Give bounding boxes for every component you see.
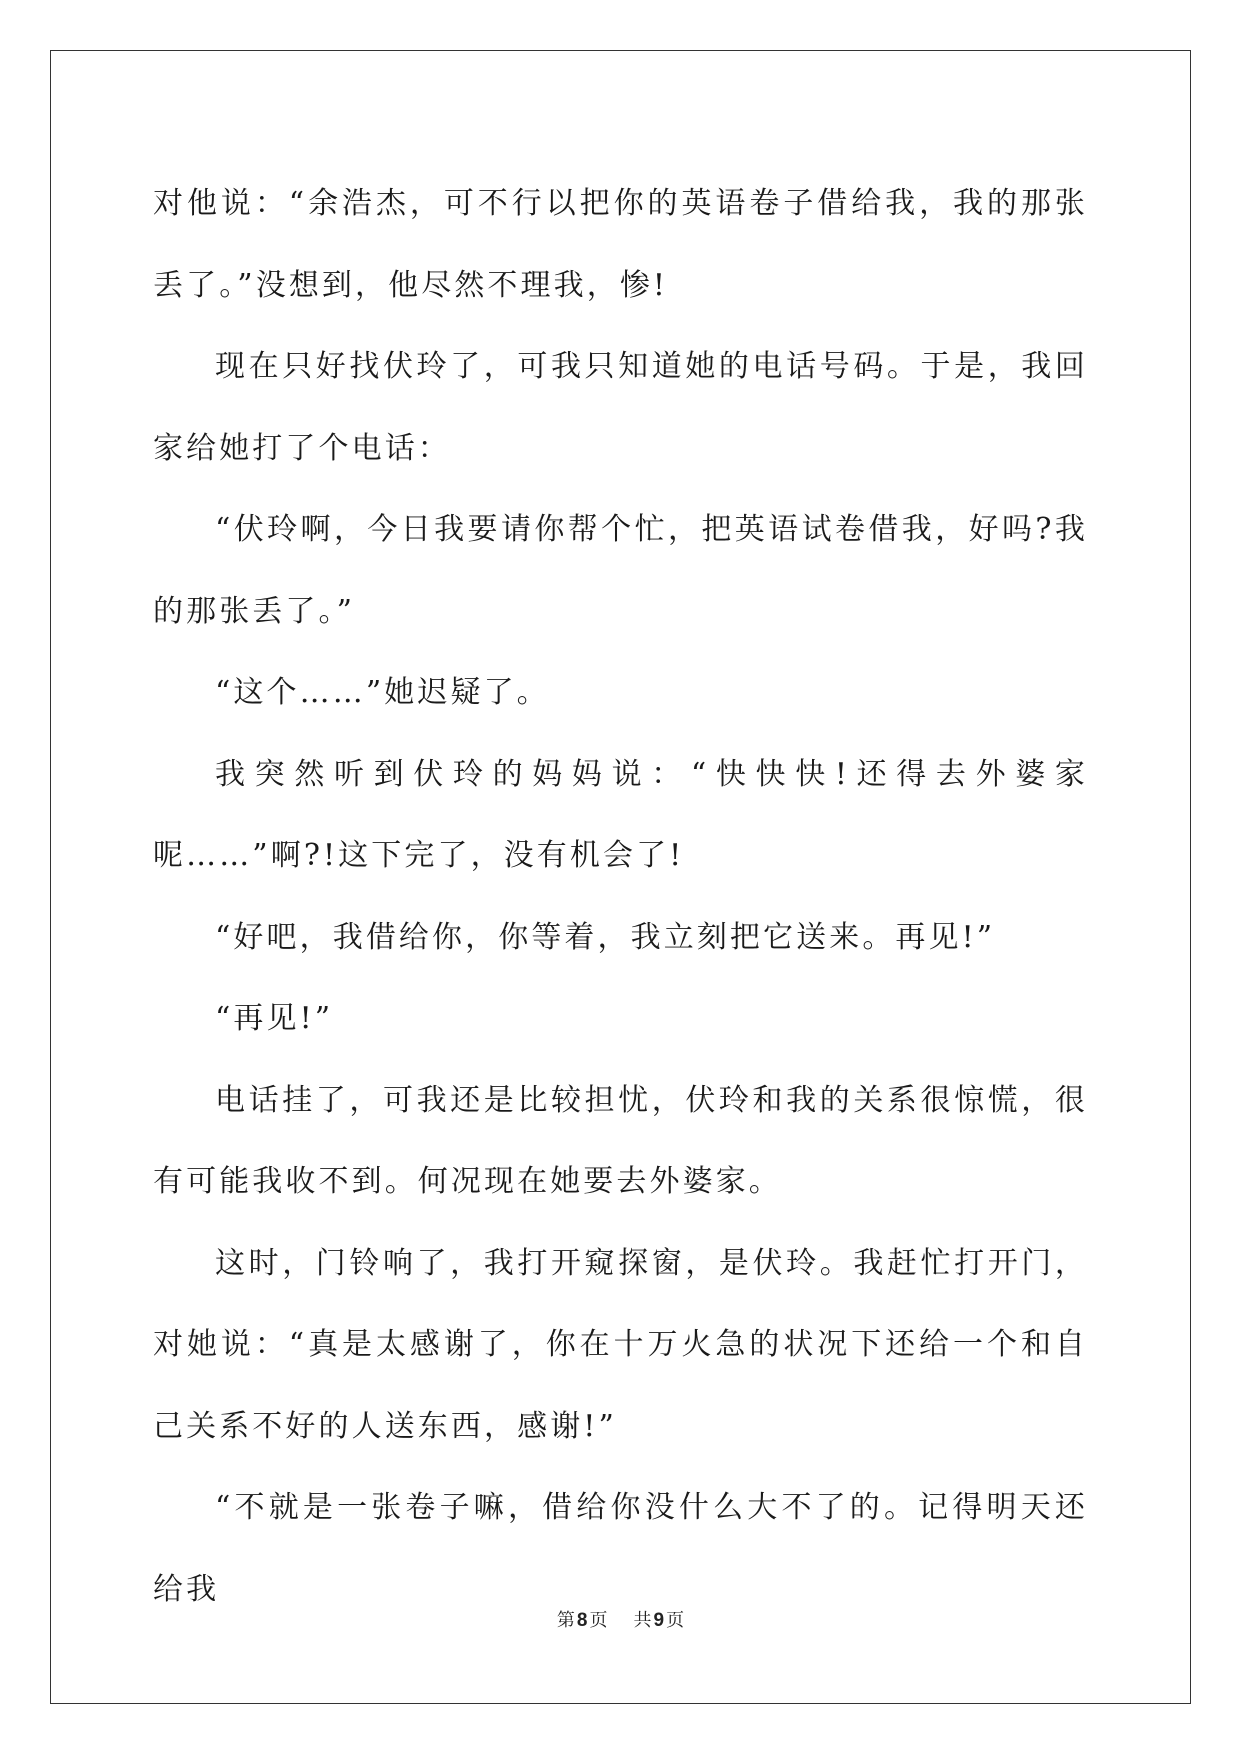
paragraph-continuation: 对他说：“余浩杰，可不行以把你的英语卷子借给我，我的那张丢了。”没想到，他尽然不理我，惨!	[153, 186, 1088, 303]
page-current: 8	[576, 1610, 588, 1631]
page-footer	[0, 1606, 1241, 1632]
paragraph: “不就是一张卷子嘛，借给你没什么大不了的。记得明天还给我	[153, 1490, 1088, 1607]
page-prefix: 第	[556, 1610, 575, 1631]
paragraph: “这个……”她迟疑了。	[215, 675, 550, 710]
paragraph: “再见!”	[215, 1001, 334, 1036]
paragraph: 我突然听到伏玲的妈妈说：“快快快!还得去外婆家呢……”啊?!这下完了，没有机会了!	[153, 756, 1088, 873]
paragraph: 电话挂了，可我还是比较担忧，伏玲和我的关系很惊慌，很有可能我收不到。何况现在她要去外婆家。	[153, 1082, 1088, 1199]
document-body	[153, 163, 1088, 1630]
paragraph: 这时，门铃响了，我打开窥探窗，是伏玲。我赶忙打开门，对她说：“真是太感谢了，你在十万火急的状况下还给一个和自己关系不好的人送东西，感谢!”	[153, 1245, 1088, 1444]
page-total: 9	[653, 1610, 665, 1631]
paragraph: “伏玲啊，今日我要请你帮个忙，把英语试卷借我，好吗?我的那张丢了。”	[153, 512, 1088, 629]
page-suffix: 页	[589, 1610, 608, 1631]
paragraph: 现在只好找伏玲了，可我只知道她的电话号码。于是，我回家给她打了个电话：	[153, 349, 1088, 466]
total-prefix: 共	[633, 1610, 652, 1631]
total-suffix: 页	[666, 1610, 685, 1631]
paragraph: “好吧，我借给你，你等着，我立刻把它送来。再见!”	[215, 919, 996, 955]
